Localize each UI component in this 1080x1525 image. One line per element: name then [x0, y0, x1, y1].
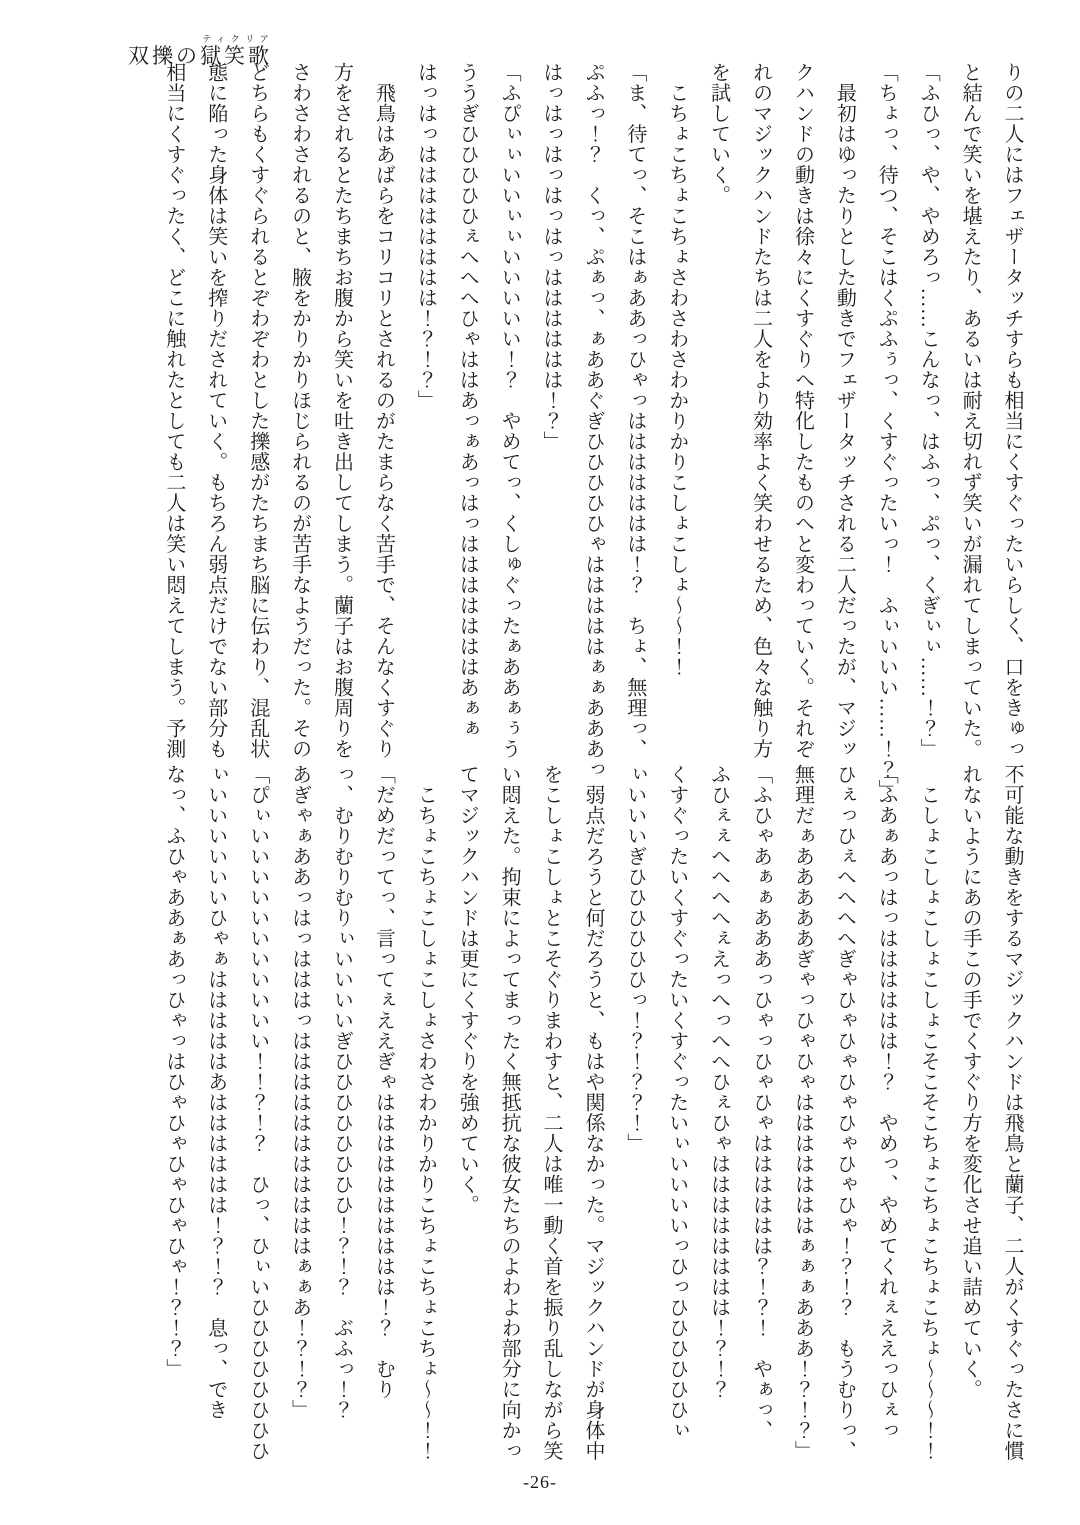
text-column: こしょこしょこしょこしょこそこそこちょこちょこちょこちょ～～～！！ — [917, 764, 940, 1461]
text-column: ひぇっひぇへへへへぎゃひゃひゃひゃひゃひゃひゃ！？！？ もうむりっ、 — [833, 764, 856, 1461]
text-column: 態に陥った身体は笑いを搾りだされていく。もちろん弱点だけでない部分も — [204, 62, 227, 759]
text-column: 「ふひっ、や、やめろっ……こんなっ、はふっ、ぷっ、くぎぃぃ……！？」 — [917, 62, 940, 759]
text-column: と結んで笑いを堪えたり、あるいは耐え切れず笑いが漏れてしまっていた。 — [959, 62, 982, 759]
text-column: 相当にくすぐったく、どこに触れたとしても二人は笑い悶えてしまう。予測 — [162, 62, 185, 759]
text-column: こちょこちょこちょさわさわさわかりかりこしょこしょ～～！！ — [665, 62, 688, 677]
text-column: 不可能な動きをするマジックハンドは飛鳥と蘭子、二人がくすぐったさに慣 — [1001, 764, 1023, 1461]
text-column: なっ、ふひゃああぁあっひゃっはひゃひゃひゃひゃひゃ！？！？」 — [162, 764, 185, 1379]
text-column: れないようにあの手この手でくすぐり方を変化させ追い詰めていく。 — [959, 764, 982, 1400]
text-column: ううぎひひひひひぇへへへひゃははあっぁあっはっはははははははあぁぁ — [456, 62, 479, 739]
text-column: さわさわされるのと、腋をかりかりほじられるのが苦手なようだった。その — [288, 62, 311, 759]
text-column: 「ふひゃあぁぁあああっひゃっひゃひゃはははははは？！？！ やぁっ、 — [749, 764, 772, 1441]
text-column: ぷふっ！？ くっ、ぷぁっ、ぁああぐぎひひひひひゃはははははぁぁあああっ — [581, 62, 604, 780]
text-column: 「ま、待てっ、そこはぁああっひゃっははははははは！？ ちょ、無理っ、 — [623, 62, 646, 759]
text-column: い悶えた。拘束によってまったく無抵抗な彼女たちのよわよわ部分に向かっ — [498, 764, 521, 1461]
text-column: 「ふあぁあっはっはははははは！？ やめっ、やめてくれぇええっひぇっ — [875, 764, 898, 1441]
text-column: 最初はゆったりとした動きでフェザータッチされる二人だったが、マジッ — [833, 62, 856, 759]
text-column: くすぐったいくすぐったいくすぐったいぃいいいいっひっひひひひひひぃ — [665, 764, 688, 1441]
bottom-text-block — [152, 764, 1032, 1464]
text-column: りの二人にはフェザータッチすらも相当にくすぐったいらしく、口をきゅっ — [1001, 62, 1023, 759]
text-column: れのマジックハンドたちは二人をより効率よく笑わせるため、色々な触り方 — [749, 62, 772, 759]
title-prefix: 双擽の — [128, 44, 200, 68]
text-column: 「ぴぃいいいいいいいいいいい！！？！？ ひっ、ひぃいひひひひひひひひ — [246, 764, 269, 1461]
text-column: ぃいいいぎひひひひひひっ！？！？？！」 — [623, 764, 646, 1154]
text-column: はっはっはははははははは！？！？」 — [414, 62, 437, 411]
text-column: を試していく。 — [707, 62, 730, 206]
text-column: 弱点だろうと何だろうと、もはや関係なかった。マジックハンドが身体中 — [581, 764, 604, 1461]
text-column: てマジックハンドは更にくすぐりを強めていく。 — [456, 764, 479, 1215]
text-column: をこしょこしょとこそぐりまわすと、二人は唯一動く首を振り乱しながら笑 — [540, 764, 563, 1461]
text-column: 「ふぴぃぃいいぃぃいいいいい！？ やめてっ、くしゅぐったぁああぁぅう — [498, 62, 521, 759]
text-column: 「だめだってっ、言ってぇええぎゃはははははははははは！？ むり — [372, 764, 395, 1400]
top-text-block — [152, 62, 1032, 800]
page-number: -26- — [523, 1472, 557, 1492]
text-column: はっはっはっはっはっはははははは！？」 — [540, 62, 563, 452]
text-column: 「ちょっ、待つ、そこはくぷふぅっ、くすぐったいっ！ ふぃいいい……！？」 — [875, 62, 898, 800]
text-column: っ、むりむりむりぃいいいいぎひひひひひひひひ！？！？ ぶふっ！？ — [330, 764, 353, 1420]
text-column: こちょこちょこしょこしょさわさわかりかりこちょこちょこちょ～～！！ — [414, 764, 437, 1461]
text-column: 方をされるとたちまちお腹から笑いを吐き出してしまう。蘭子はお腹周りを — [330, 62, 353, 759]
text-column: あぎゃぁああっはっはははっはははははははははははぁぁあ！？！？」 — [288, 764, 311, 1420]
title-furigana: ティクリア — [200, 34, 272, 44]
text-column: 無理だぁあああああぎゃっひゃひゃはははははははぁぁぁあああ！？！？」 — [791, 764, 814, 1461]
text-column: ふひぇぇへへへへぇえっへっへへひぇひゃはははははははは！？！？ — [707, 764, 730, 1400]
title-ruby-base: 獄笑歌 — [200, 44, 272, 68]
text-column: どちらもくすぐられるとぞわぞわとした擽感がたちまち脳に伝わり、混乱状 — [246, 62, 269, 759]
text-column: クハンドの動きは徐々にくすぐりへ特化したものへと変わっていく。それぞ — [791, 62, 814, 759]
text-column: ぃいいいいいいひゃぁはははははあはははははは！？！？ 息っ、でき — [204, 764, 227, 1420]
text-column: 飛鳥はあばらをコリコリとされるのがたまらなく苦手で、そんなくすぐり — [372, 62, 395, 759]
